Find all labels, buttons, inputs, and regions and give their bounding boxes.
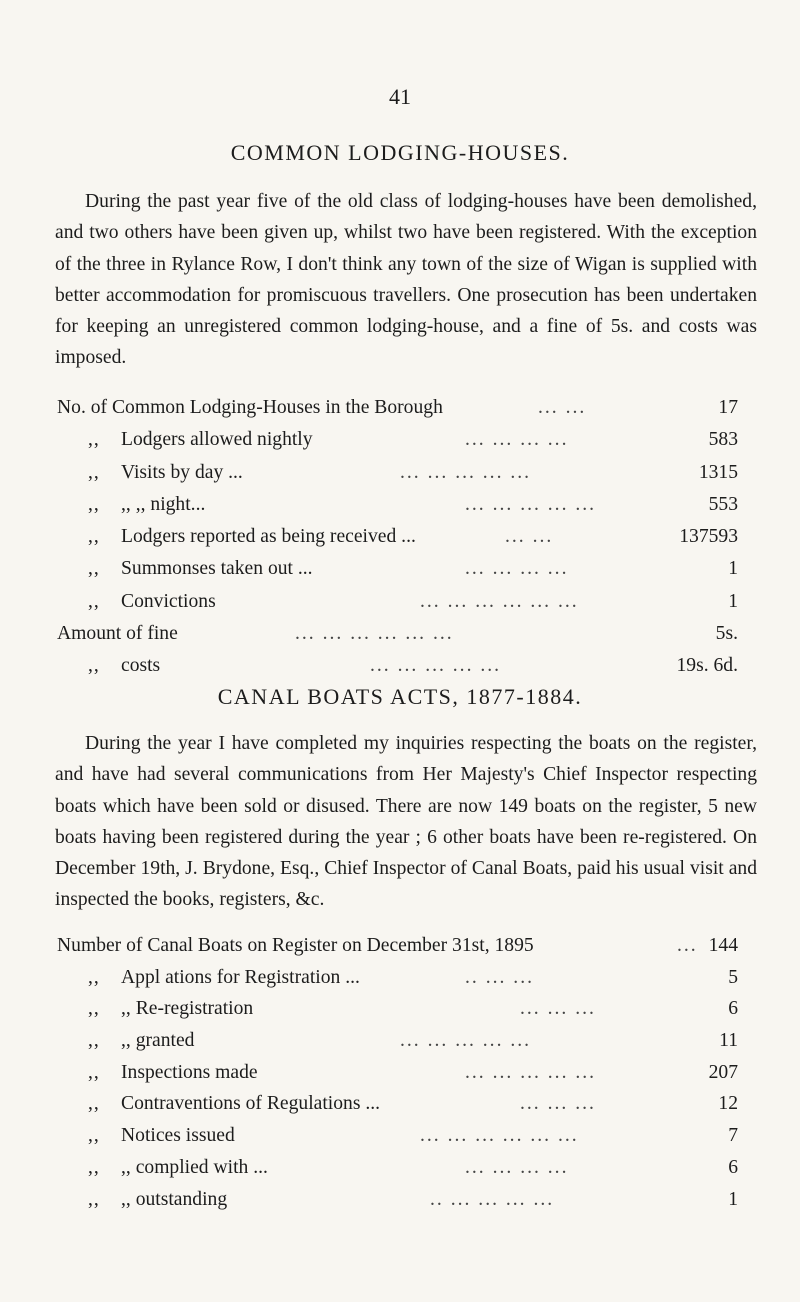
row-prefix: ,, xyxy=(88,998,100,1020)
row-prefix: ,, xyxy=(88,461,100,483)
row-value: 6 xyxy=(728,998,738,1020)
row-value: 6 xyxy=(728,1156,738,1178)
table-row xyxy=(0,1120,800,1152)
row-value: 19s. 6d. xyxy=(676,655,738,677)
table-row xyxy=(0,993,800,1025)
table-row xyxy=(0,586,800,618)
row-prefix: ,, xyxy=(88,1061,100,1083)
table-row xyxy=(0,424,800,456)
row-leader: ... ... ... xyxy=(520,998,596,1020)
row-value: 553 xyxy=(708,493,738,515)
table-row xyxy=(0,392,800,424)
table-row xyxy=(0,618,800,650)
row-prefix: Amount of fine xyxy=(57,623,178,645)
row-value: 137593 xyxy=(679,526,738,548)
row-value: 5 xyxy=(728,966,738,988)
canal-boats-paragraph: During the year I have completed my inquiries respecting the boats on the register, and have had several communications from Her Majesty's Chief Inspector respecting boats which have been sold or disused. There are now 149 boats on the register, 5 new boats having been registered during the year ; 6 other boats have been re-registered. On December 19th, J. Brydone, Esq., Chief Inspector of Canal Boats, paid his usual visit and inspected the books, registers, &c. xyxy=(55,733,757,911)
row-prefix: ,, xyxy=(88,1030,100,1052)
row-leader: .. ... ... xyxy=(465,966,534,988)
row-label: Summonses taken out ... xyxy=(121,558,313,580)
row-value: 17 xyxy=(718,397,738,418)
row-leader: ... ... ... ... xyxy=(465,429,569,451)
row-prefix: Number of Canal Boats on Register on December 31st, 1895 xyxy=(57,935,534,956)
row-leader: ... ... xyxy=(538,397,587,418)
row-prefix: ,, xyxy=(88,655,100,677)
table-row xyxy=(0,962,800,994)
row-label: ,, ,, night... xyxy=(121,493,206,515)
row-leader: ... ... ... ... ... ... xyxy=(420,1125,579,1147)
row-value: 5s. xyxy=(715,623,738,645)
table-row xyxy=(0,1184,800,1216)
row-prefix: ,, xyxy=(88,526,100,548)
row-label: Notices issued xyxy=(121,1125,235,1147)
row-label: Appl ations for Registration ... xyxy=(121,966,360,988)
row-value: 144 xyxy=(708,935,738,956)
row-value: 11 xyxy=(719,1030,738,1052)
row-value: 207 xyxy=(708,1061,738,1083)
row-leader: ... ... ... xyxy=(520,1093,596,1115)
table-row xyxy=(0,457,800,489)
row-value: 12 xyxy=(718,1093,738,1115)
lodging-houses-paragraph: During the past year five of the old class of lodging-houses have been demolished, and two others have been given up, whilst two have been registered. With the exception of the three in Rylance Row, I don't think any town of the size of Wigan is supplied with better accommodation for promiscuous travellers. One prosecution has been undertaken for keeping an unregistered common lodging-house, and a fine of 5s. and costs was imposed. xyxy=(55,191,757,369)
table-row xyxy=(0,1088,800,1120)
table-row xyxy=(0,553,800,585)
row-leader: ... ... ... ... ... xyxy=(465,493,597,515)
row-leader: ... ... ... ... xyxy=(465,1156,569,1178)
row-label: Visits by day ... xyxy=(121,461,243,483)
row-prefix: ,, xyxy=(88,590,100,612)
row-prefix: ,, xyxy=(88,558,100,580)
row-prefix: No. of Common Lodging-Houses in the Borough xyxy=(57,397,443,418)
table-row xyxy=(0,489,800,521)
lodging-houses-table xyxy=(0,392,800,683)
row-label: costs xyxy=(121,655,161,677)
row-prefix: ,, xyxy=(88,1156,100,1178)
row-value: 583 xyxy=(708,429,738,451)
row-leader: ... ... ... ... ... xyxy=(465,1061,597,1083)
row-leader: ... ... xyxy=(505,526,554,548)
table-row xyxy=(0,1057,800,1089)
canal-boats-table xyxy=(0,930,800,1215)
row-leader: ... xyxy=(677,935,698,956)
row-label: ,, granted xyxy=(121,1030,195,1052)
row-label: Contraventions of Regulations ... xyxy=(121,1093,381,1115)
section-title-canal-boats: CANAL BOATS ACTS, 1877-1884. xyxy=(217,684,583,709)
row-label: Convictions xyxy=(121,590,216,612)
row-value: 1315 xyxy=(698,461,738,483)
row-leader: .. ... ... ... ... xyxy=(430,1188,555,1210)
row-value: 1 xyxy=(728,590,738,612)
row-leader: ... ... ... ... ... xyxy=(400,1030,532,1052)
row-prefix: ,, xyxy=(88,966,100,988)
row-label: Lodgers allowed nightly xyxy=(121,429,313,451)
row-value: 1 xyxy=(728,1188,738,1210)
row-prefix: ,, xyxy=(88,1188,100,1210)
row-prefix: ,, xyxy=(88,429,100,451)
page-number: 41 xyxy=(389,84,411,109)
row-label: ,, outstanding xyxy=(121,1188,228,1210)
row-prefix: ,, xyxy=(88,493,100,515)
row-leader: ... ... ... ... ... xyxy=(370,655,502,677)
row-prefix: ,, xyxy=(88,1093,100,1115)
table-row xyxy=(0,930,800,962)
row-label: ,, complied with ... xyxy=(121,1156,268,1178)
table-row xyxy=(0,1152,800,1184)
row-value: 7 xyxy=(728,1125,738,1147)
table-row xyxy=(0,650,800,682)
row-leader: ... ... ... ... ... ... xyxy=(420,590,579,612)
row-leader: ... ... ... ... xyxy=(465,558,569,580)
table-row xyxy=(0,521,800,553)
row-prefix: ,, xyxy=(88,1125,100,1147)
row-label: Inspections made xyxy=(121,1061,258,1083)
section-title-lodging-houses: COMMON LODGING-HOUSES. xyxy=(230,140,570,165)
row-leader: ... ... ... ... ... xyxy=(400,461,532,483)
row-label: ,, Re-registration xyxy=(121,998,254,1020)
table-row xyxy=(0,1025,800,1057)
row-label: Lodgers reported as being received ... xyxy=(121,526,416,548)
row-leader: ... ... ... ... ... ... xyxy=(295,623,454,645)
row-value: 1 xyxy=(728,558,738,580)
